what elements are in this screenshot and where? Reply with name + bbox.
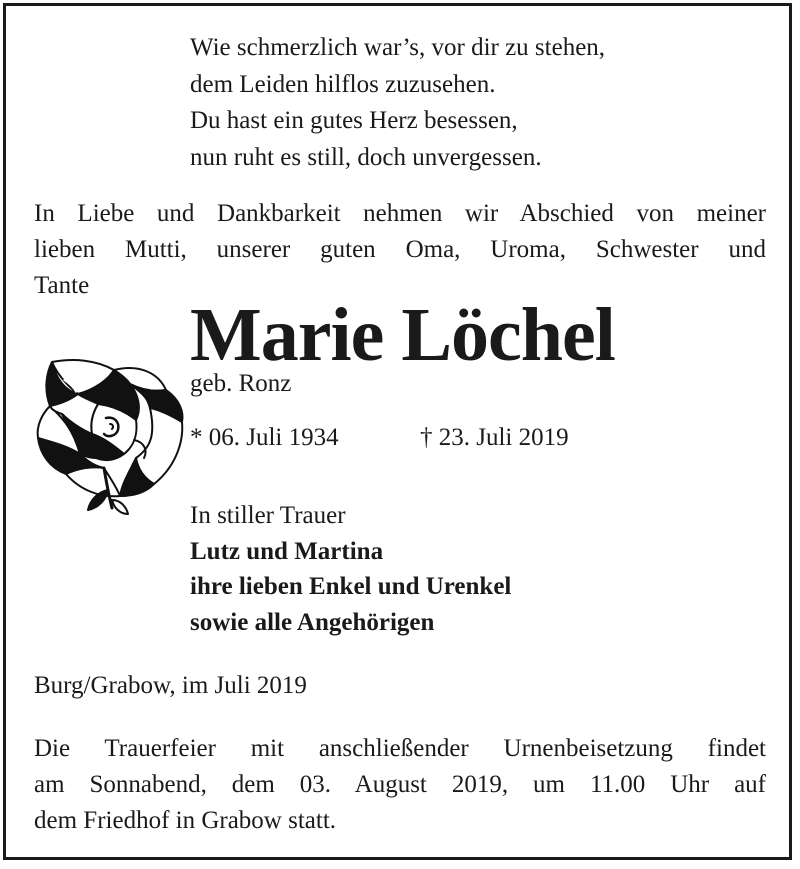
farewell-text — [34, 196, 766, 304]
poem — [190, 30, 605, 176]
life-dates — [190, 422, 569, 454]
place-date: Burg/Grabow, im Juli 2019 — [34, 672, 307, 699]
poem-line: Du hast ein gutes Herz besessen, — [190, 107, 518, 134]
birth-name: geb. Ronz — [190, 370, 292, 397]
rose-icon — [34, 350, 186, 520]
funeral-line: dem Friedhof in Grabow statt. — [34, 807, 337, 834]
funeral-notice — [34, 731, 766, 839]
mourners — [190, 498, 511, 640]
mourners-intro: In stiller Trauer — [190, 502, 346, 529]
funeral-line: am Sonnabend, dem 03. August 2019, um 11.00 Uhr auf — [34, 771, 766, 798]
funeral-line: Die Trauerfeier mit anschließender Urnenbeisetzung findet — [34, 735, 766, 762]
poem-line: Wie schmerzlich war’s, vor dir zu stehen, — [190, 34, 606, 61]
poem-line: dem Leiden hilflos zuzusehen. — [190, 70, 496, 98]
poem-line: nun ruht es still, doch unvergessen. — [190, 143, 542, 171]
farewell-line: In Liebe und Dankbarkeit nehmen wir Abschied von meiner — [34, 200, 766, 227]
deceased-name: Marie Löchel — [190, 293, 615, 377]
mourner-line: Lutz und Martina — [190, 537, 384, 565]
mourner-line: ihre lieben Enkel und Urenkel — [190, 573, 512, 600]
birth-date: * 06. Juli 1934 — [190, 424, 339, 451]
farewell-line: lieben Mutti, unserer guten Oma, Uroma, Schwester und — [34, 236, 766, 263]
mourner-line: sowie alle Angehörigen — [190, 608, 435, 636]
farewell-line: Tante — [34, 272, 90, 299]
death-date: † 23. Juli 2019 — [420, 424, 569, 451]
